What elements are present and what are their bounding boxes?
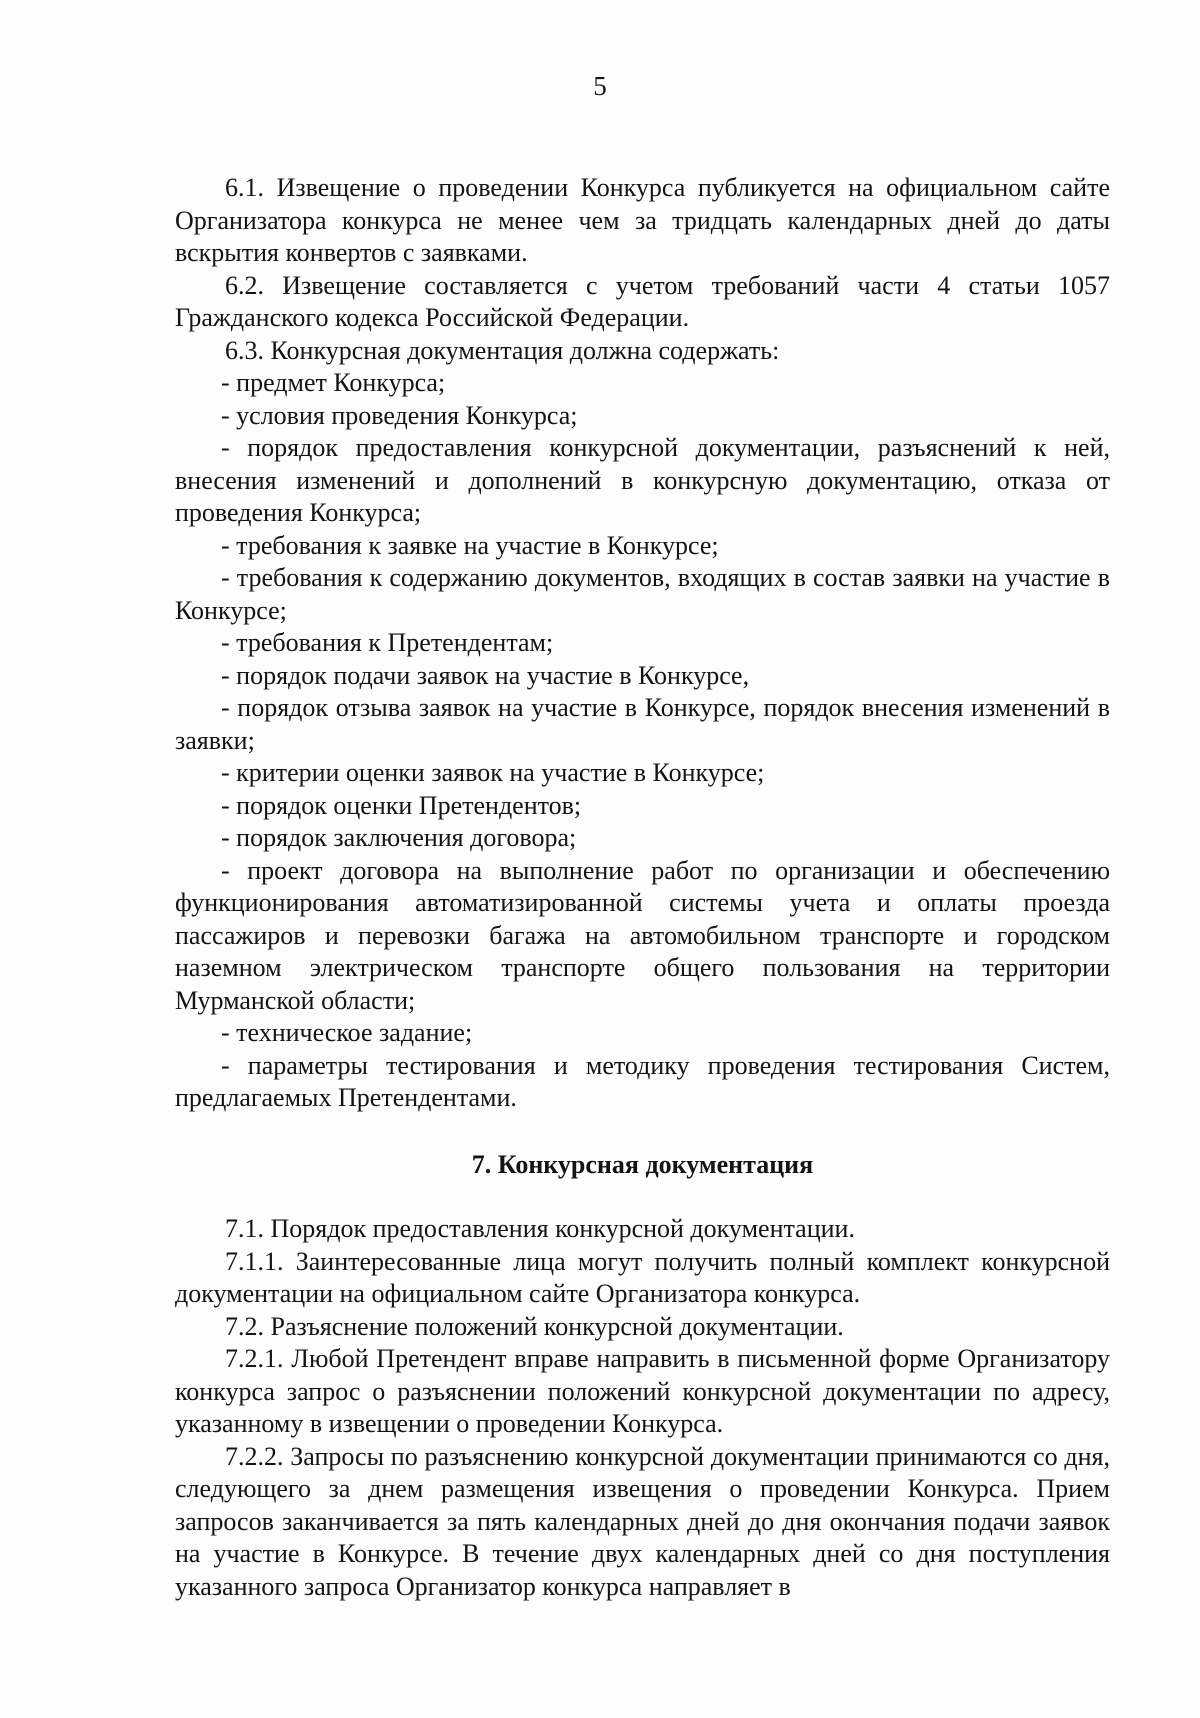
document-body (175, 172, 1110, 1603)
list-item: - требования к заявке на участие в Конкурсе; (221, 530, 719, 560)
list-item: - требования к содержанию документов, входящих в состав заявки на участие в Конкурсе; (175, 563, 1110, 625)
list-item: - требования к Претендентам; (221, 628, 554, 657)
list-item: - критерии оценки заявок на участие в Конкурсе; (221, 758, 765, 787)
paragraph-7-1: 7.1. Порядок предоставления конкурсной документации. (225, 1214, 855, 1243)
paragraph-6-3: 6.3. Конкурсная документация должна содержать: (225, 335, 780, 365)
list-item: - проект договора на выполнение работ по организации и обеспечению функционирования автоматизированной системы учета и оплаты проезда пассажиров и перевозки багажа на автомобильном транспорте и городском наземном электрическом транспорте общего пользования на территории Мурманской области; (175, 855, 1110, 1015)
list-item: - условия проведения Конкурса; (221, 400, 578, 430)
requirements-list (175, 367, 1110, 1115)
paragraph-6-2: 6.2. Извещение составляется с учетом требований части 4 статьи 1057 Гражданского кодекса Российской Федерации. (175, 270, 1110, 332)
list-item: - параметры тестирования и методику проведения тестирования Систем, предлагаемых Претендентами. (175, 1050, 1110, 1112)
page-number: 5 (593, 71, 607, 101)
section-7-heading: 7. Конкурсная документация (471, 1149, 814, 1179)
list-item: - предмет Конкурса; (221, 368, 446, 397)
paragraph-7-2: 7.2. Разъяснение положений конкурсной документации. (225, 1311, 844, 1341)
paragraph-6-1: 6.1. Извещение о проведении Конкурса публикуется на официальном сайте Организатора конкурса не менее чем за тридцать календарных дней до даты вскрытия конвертов с заявками. (175, 173, 1110, 267)
list-item: - порядок предоставления конкурсной документации, разъяснений к ней, внесения изменений и дополнений в конкурсную документацию, отказа от проведения Конкурса; (175, 433, 1110, 527)
list-item: - порядок заключения договора; (221, 823, 577, 852)
paragraph-7-1-1: 7.1.1. Заинтересованные лица могут получить полный комплект конкурсной документации на официальном сайте Организатора конкурса. (175, 1246, 1110, 1308)
paragraph-7-2-2: 7.2.2. Запросы по разъяснению конкурсной документации принимаются со дня, следующего за днем размещения извещения о проведении Конкурса. Прием запросов заканчивается за пять календарных дней до дня окончания подачи заявок на участие в Конкурсе. В течение двух календарных дней со дня поступления указанного запроса Организатор конкурса направляет в (175, 1441, 1110, 1601)
list-item: - порядок подачи заявок на участие в Конкурсе, (221, 660, 750, 690)
list-item: - техническое задание; (221, 1018, 473, 1047)
list-item: - порядок оценки Претендентов; (221, 790, 582, 820)
paragraph-7-2-1: 7.2.1. Любой Претендент вправе направить в письменной форме Организатору конкурса запрос о разъяснении положений конкурсной документации по адресу, указанному в извещении о проведении Конкурса. (175, 1344, 1110, 1438)
list-item: - порядок отзыва заявок на участие в Конкурсе, порядок внесения изменений в заявки; (175, 693, 1110, 755)
